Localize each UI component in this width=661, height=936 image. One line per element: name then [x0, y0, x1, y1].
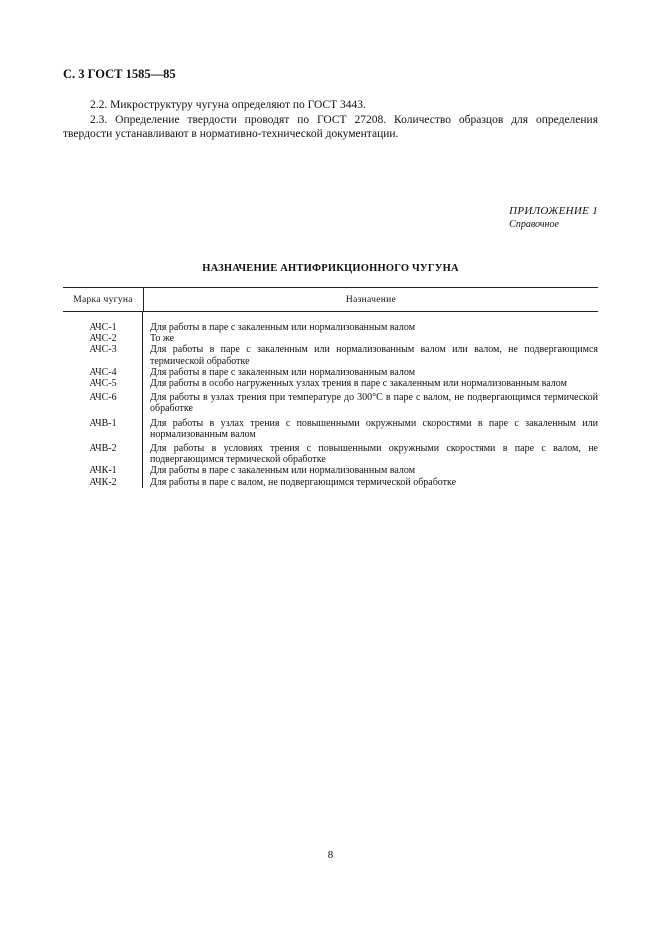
- row-mark: АЧС-5: [89, 378, 117, 390]
- row-mark: АЧС-4: [89, 366, 117, 378]
- table-row: [63, 443, 598, 465]
- table-row: [63, 322, 598, 333]
- row-desc: Для работы в паре с валом, не подвергающимся термической обработке: [150, 476, 457, 488]
- table-body: [63, 312, 598, 488]
- row-desc: Для работы в паре с закаленным или нормализованным валом: [150, 322, 416, 333]
- row-desc: Для работы в узлах трения при температуре до 300°С в паре с валом, не подвергающимся термической обработке: [150, 392, 598, 415]
- page-number: 8: [327, 849, 334, 861]
- header-mark: Марка чугуна: [63, 288, 144, 311]
- paragraph-2-2: 2.2. Микроструктуру чугуна определяют по ГОСТ 3443.: [90, 99, 366, 111]
- row-mark: АЧВ-1: [89, 417, 117, 429]
- row-mark: АЧВ-2: [89, 443, 117, 455]
- appendix-label-block: [509, 205, 598, 230]
- table-row: [63, 418, 598, 440]
- appendix-label: ПРИЛОЖЕНИЕ 1: [509, 205, 598, 217]
- row-mark: АЧК-2: [89, 476, 117, 488]
- appendix-note: Справочное: [509, 219, 559, 230]
- page-header: С. 3 ГОСТ 1585—85: [63, 67, 176, 81]
- table-row: [63, 378, 598, 389]
- table-row: [63, 367, 598, 378]
- header-purpose: Назначение: [345, 294, 397, 305]
- row-desc: Для работы в паре с закаленным или нормализованным валом: [150, 465, 416, 477]
- column-divider: [142, 312, 143, 488]
- row-desc: Для работы в условиях трения с повышенными окружными скоростями в паре с валом, не подвергающимся термической обработке: [150, 443, 598, 466]
- table-row: [63, 465, 598, 476]
- table-row: [63, 344, 598, 366]
- paragraph-2-3: 2.3. Определение твердости проводят по ГОСТ 27208. Количество образцов для определения твердости устанавливают в нормативно-технической документации.: [63, 114, 598, 140]
- row-desc: Для работы в паре с закаленным или нормализованным валом или валом, не подвергающимся термической обработке: [150, 344, 598, 367]
- purpose-table: [63, 287, 598, 488]
- table-title: НАЗНАЧЕНИЕ АНТИФРИКЦИОННОГО ЧУГУНА: [202, 263, 459, 274]
- row-mark: АЧК-1: [89, 465, 117, 477]
- row-mark: АЧС-2: [89, 333, 117, 345]
- row-desc: Для работы в узлах трения с повышенными окружными скоростями в паре с закаленным или нормализованным валом: [150, 417, 598, 440]
- row-mark: АЧС-6: [89, 392, 117, 404]
- row-desc: То же: [150, 333, 175, 345]
- row-desc: Для работы в особо нагруженных узлах трения в паре с закаленным или нормализованным валом: [150, 378, 567, 390]
- row-mark: АЧС-3: [89, 344, 117, 356]
- row-mark: АЧС-1: [89, 322, 117, 333]
- table-header: [63, 287, 598, 312]
- table-row: [63, 333, 598, 344]
- table-row: [63, 477, 598, 488]
- table-row: [63, 392, 598, 414]
- row-desc: Для работы в паре с закаленным или нормализованным валом: [150, 366, 416, 378]
